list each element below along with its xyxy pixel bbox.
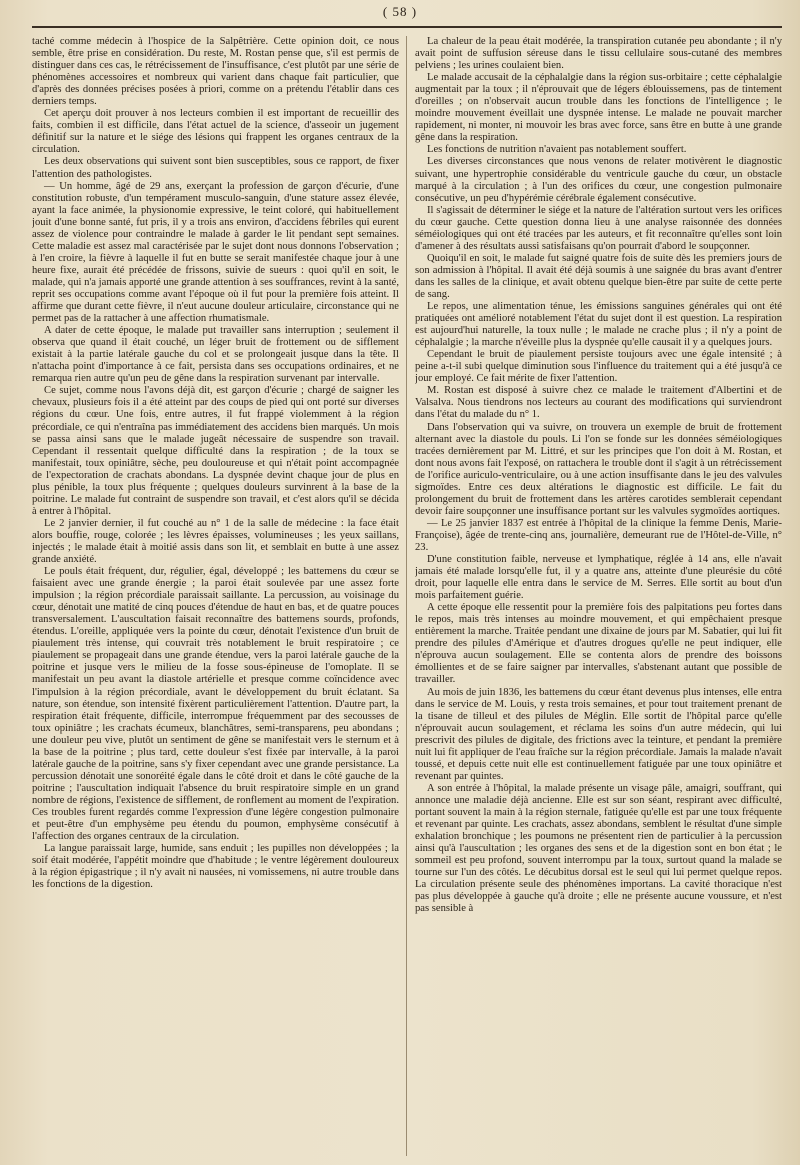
paragraph: A dater de cette époque, le malade put travailler sans interruption ; seulement il observa que quand il était couché, un léger bruit de frottement ou de sifflement existait à la partie latérale gauche du col et se prolongeait jusque dans la tête. Il n'attacha point d'importance à ce fait, persista dans ses occupations ordinaires, et ne remarqua rien autre qu'un peu de gêne dans la respiration survenant par intervalle. <box>32 325 399 385</box>
paragraph: La chaleur de la peau était modérée, la transpiration cutanée peu abondante ; il n'y avait point de suffusion séreuse dans le tissu cellulaire sous-cutané des membres pelviens ; les urines coulaient bien. <box>415 36 782 72</box>
paragraph: Dans l'observation qui va suivre, on trouvera un exemple de bruit de frottement alternant avec la diastole du pouls. Li l'on se fonde sur les données séméiologiques tracées dernièrement par M. Littré, et sur les principes que l'on doit à M. Rostan, et dont nous avons fait l'exposé, on rattachera le trouble dont il s'agit à un rétrécissement de l'orifice auriculo-ventriculaire, ou à une action insuffisante dans le jeu des valvules sigmoïdes. Entre ces deux altérations le diagnostic est difficile. Le fait du prolongement du bruit de frottement dans les artères carotides semblerait cependant devoir faire soupçonner une insuffisance portant sur les valvules sygmoïdes aortiques. <box>415 421 782 517</box>
right-column <box>415 36 782 1160</box>
paragraph: — Un homme, âgé de 29 ans, exerçant la profession de garçon d'écurie, d'une constitution robuste, d'un tempérament musculo-sanguin, d'une stature assez élevée, ayant la face animée, la physionomie expressive, le teint coloré, qui habituellement jouit d'une bonne santé, fut pris, il y a trois ans environ, d'accidens fébriles qui eurent assez de violence pour contraindre le malade à garder le lit pendant sept semaines. Cette maladie est assez mal caractérisée par le sujet dont nous donnons l'observation ; à l'en croire, la fièvre à laquelle il fut en butte se serait manifestée chaque jour à une heure fixe, aurait été précédée de frissons, suivie de sueurs : quoi qu'il en soit, le malade, qui n'a jamais apporté une grande attention à ses souffrances, revint à la santé, reprit ses occupations comme avant l'époque où il fut pour la première fois atteint. Il affirme que durant cette fièvre, il n'eut aucune douleur articulaire, circonstance qui ne permet pas de la rattacher à une affection rhumatismale. <box>32 180 399 325</box>
paragraph: Il s'agissait de déterminer le siége et la nature de l'altération surtout vers les orifices du cœur gauche. Cette question donna lieu à une analyse raisonnée des données séméiologiques qui ont été tracées par les auteurs, et fit reconnaître qu'elles sont loin d'amener à des résultats aussi satisfaisans qu'on pourrait d'abord le soupçonner. <box>415 204 782 252</box>
left-column <box>32 36 399 1160</box>
paragraph: Le repos, une alimentation ténue, les émissions sanguines générales qui ont été pratiquées ont amélioré notablement l'état du sujet dont il est question. La respiration est aujourd'hui naturelle, la toux nulle ; le malade ne crache plus ; il n'y a point de céphalalgie ; la marche n'éveille plus la dyspnée qu'elle causait il y a quelques jours. <box>415 301 782 349</box>
page-number: ( 58 ) <box>382 4 418 19</box>
paragraph: — Le 25 janvier 1837 est entrée à l'hôpital de la clinique la femme Denis, Marie-Françoise), âgée de trente-cinq ans, journalière, demeurant rue de l'Hôtel-de-Ville, n° 23. <box>415 517 782 553</box>
paragraph: Au mois de juin 1836, les battemens du cœur étant devenus plus intenses, elle entra dans le service de M. Louis, y resta trois semaines, et pour tout traitement prenant de la tisane de tilleul et des pilules de Méglin. Elle sortit de l'hôpital parce qu'elle n'éprouvait aucun soulagement, et réclama les soins d'un autre médecin, qui lui prescrivit des pilules de digitale, des frictions avec la teinture, et pendant la première nuit lui fit appliquer de l'eau fraîche sur la région précordiale. Jamais la malade n'avait toussé, et depuis cette nuit elle est continuellement fatiguée par une toux opiniâtre et revenant par quintes. <box>415 686 782 782</box>
paragraph: taché comme médecin à l'hospice de la Salpêtrière. Cette opinion doit, ce nous semble, être prise en considération. Du reste, M. Rostan pense que, s'il est permis de distinguer dans ces cas, le rétrécissement de l'insuffisance, c'est plutôt par une série de phénomènes accessoires et nombreux qui varient dans chaque fait particulier, que d'après des données précises posées à priori, comme on a prétendu l'établir dans ces derniers temps. <box>32 36 399 108</box>
paragraph: La langue paraissait large, humide, sans enduit ; les pupilles non développées ; la soif était modérée, l'appétit moindre que d'habitude ; le ventre légèrement douloureux à la région épigastrique ; il n'y avait ni nausées, ni vomissemens, ni autre trouble dans les fonctions de la digestion. <box>32 843 399 891</box>
paragraph: Le pouls était fréquent, dur, régulier, égal, développé ; les battemens du cœur se faisaient avec une grande énergie ; la paroi était soulevée par une assez forte impulsion ; la région précordiale paraissait saillante. La percussion, au voisinage du cœur, dénotait une matité de cinq pouces d'étendue de haut en bas, et de quatre pouces transversalement. L'auscultation faisait reconnaître des battemens sourds, profonds, étendus. L'oreille, appliquée vers la pointe du cœur, dénotait l'existence d'un bruit de piaulement très intense, qui couvrait très notablement le bruit respiratoire ; ce piaulement se propageait dans une grande étendue, vers la paroi latérale gauche de la poitrine et jusque vers le milieu de la fosse sous-épineuse de l'omoplate. Il se manifestait un peu avant la diastole artérielle et presque comme coïncidence avec l'impulsion à la région précordiale, avant le développement du bruit éclatant. Sa nature, son étendue, son intensité fixèrent particulièrement l'attention. D'autre part, la respiration était fréquente, difficile, interrompue fréquemment par des secousses de toux opiniâtre ; les crachats écumeux, blanchâtres, semi-transparens, peu abondans ; une douleur peu vive, plutôt un sentiment de gêne se manifestait vers le sternum et à la base de la poitrine ; plus tard, cette douleur s'est fixée par intervalle, à la paroi latérale gauche de la poitrine, sans s'y fixer cependant avec une grande persistance. La percussion dénotait une sonoréité égale dans le côté droit et dans le côté gauche de la poitrine ; l'auscultation indiquait l'absence du bruit respiratoire simple en un grand nombre de régions, l'existence de sifflement, de ronflement au moment de l'expiration. Ces troubles furent regardés comme l'expression d'une légère congestion pulmonaire et peut-être d'un emphysème peu étendu du poumon, emphysème consécutif à l'affection des organes centraux de la circulation. <box>32 566 399 843</box>
paragraph: Le malade accusait de la céphalalgie dans la région sus-orbitaire ; cette céphalalgie augmentait par la toux ; il n'éprouvait que de légers éblouissemens, pas de tintement d'oreilles ; on n'observait aucun trouble dans les fonctions de l'intelligence ; le moindre mouvement éveillait une dyspnée intense. Le malade ne pouvait marcher rapidement, ni monter, ni mouvoir les bras avec force, sans être en butte à une grande gêne dans la respiration. <box>415 72 782 144</box>
paragraph: Cependant le bruit de piaulement persiste toujours avec une égale intensité ; à peine a-t-il subi quelque diminution sous l'influence du traitement qui a été jusqu'à ce jour employé. Ce fait mérite de fixer l'attention. <box>415 349 782 385</box>
paragraph: Les diverses circonstances que nous venons de relater motivèrent le diagnostic suivant, une hypertrophie considérable du ventricule gauche du cœur, un obstacle marqué à la circulation ; à l'un des orifices du cœur, une congestion pulmonaire consécutive, un peu d'hypérémie cérébrale également consécutive. <box>415 156 782 204</box>
paragraph: Cet aperçu doit prouver à nos lecteurs combien il est important de recueillir des faits, combien il est difficile, dans l'état actuel de la science, d'asseoir un jugement définitif sur la nature et le siége des lésions qui frappent les organes centraux de la circulation. <box>32 108 399 156</box>
paragraph: Ce sujet, comme nous l'avons déjà dit, est garçon d'écurie ; chargé de saigner les chevaux, plusieurs fois il a été atteint par des coups de pied qui ont porté sur diverses régions du cœur. Une fois, entre autres, il fut frappé violemment à la région précordiale, ce qui n'entraîna pas immédiatement des accidens bien marqués. Un mois se passa ainsi sans que le malade jugeât nécessaire de suspendre son travail. Cependant il ressentait quelque difficulté dans la respiration ; de la toux se manifestait, toux opiniâtre, sèche, peu douloureuse et qui n'était point accompagnée de l'expectoration de crachats abondans. La dyspnée devint chaque jour de plus en plus pénible, la toux plus fréquente ; quelques douleurs survinrent à la base de la poitrine. Le malade fut contraint de suspendre son travail, et c'est alors qu'il se décida à entrer à l'hôpital. <box>32 385 399 517</box>
text-columns <box>32 36 782 1160</box>
paragraph: Les deux observations qui suivent sont bien susceptibles, sous ce rapport, de fixer l'attention des pathologistes. <box>32 156 399 180</box>
paragraph: Le 2 janvier dernier, il fut couché au n° 1 de la salle de médecine : la face était alors bouffie, rouge, colorée ; les lèvres épaisses, volumineuses ; les yeux saillans, injectés ; le malade était à moitié assis dans son lit, et semblait en butte à une assez grande anxiété. <box>32 517 399 566</box>
header-rule <box>32 26 782 28</box>
paragraph: A son entrée à l'hôpital, la malade présente un visage pâle, amaigri, souffrant, qui annonce une maladie déjà ancienne. Elle est sur son séant, respirant avec difficulté, portant souvent la main à la région sternale, fatiguée qu'elle est par une toux fréquente et revenant par quinte. Les crachats, assez abondans, semblent le résultat d'une simple exhalation bronchique ; les poumons ne présentent rien de particulier à la percussion ainsi qu'à l'auscultation ; les organes des sens et de la digestion sont en bon état ; le sommeil est peu profond, souvent interrompu par la toux, surtout quand la malade se tourne sur l'un des côtés. Le décubitus dorsal est le seul qui lui permet quelque repos. La circulation présente seule des phénomènes importans. La cavité thoracique n'est pas plus développée à gauche qu'à droite ; elle ne présente aucune voussure, et n'est pas sensible à <box>415 782 782 915</box>
paragraph: Quoiqu'il en soit, le malade fut saigné quatre fois de suite dès les premiers jours de son admission à l'hôpital. Il avait été déjà soumis à une saignée du bras avant d'entrer dans les salles de la clinique, et avait obtenu quelque bien-être par suite de cette perte de sang. <box>415 252 782 300</box>
paragraph: D'une constitution faible, nerveuse et lymphatique, réglée à 14 ans, elle n'avait jamais été malade lorsqu'elle fut, il y a quatre ans, atteinte d'une pleurésie du côté droit, pour laquelle elle entra dans le service de M. Serres. Elle sortit au bout d'un mois parfaitement guérie. <box>415 554 782 602</box>
paragraph: M. Rostan est disposé à suivre chez ce malade le traitement d'Albertini et de Valsalva. Nous tiendrons nos lecteurs au courant des modifications qui surviendront dans l'état du malade du n° 1. <box>415 385 782 421</box>
paragraph: A cette époque elle ressentit pour la première fois des palpitations peu fortes dans le repos, mais très intenses au moindre mouvement, et qui empêchaient presque entièrement la marche. Traitée pendant une dixaine de jours par M. Sabatier, qui lui fit prendre des pilules d'Amérique et d'autres drogues qu'elle ne peut indiquer, elle n'éprouva aucun soulagement. Elle se contenta alors de prendre des boissons émollientes et de se faire saigner par intervalles, s'abstenant autant que possible de travailler. <box>415 602 782 686</box>
paragraph: Les fonctions de nutrition n'avaient pas notablement souffert. <box>427 144 687 156</box>
